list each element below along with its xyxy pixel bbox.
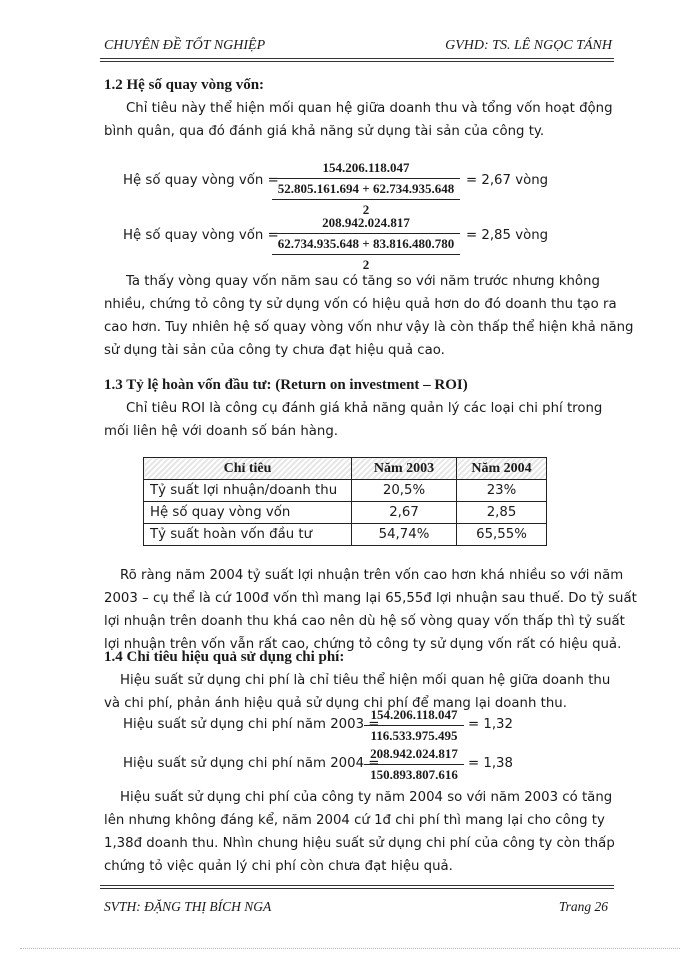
formula1-numerator: 154.206.118.047 [322,160,410,175]
sec14-para2-line2: lên nhưng không đáng kể, năm 2004 cứ 1đ chi phí thì mang lại cho công ty [104,813,605,828]
header-rule-thin [100,61,614,62]
sec14-para1-line1: Hiệu suất sử dụng chi phí là chỉ tiêu thể hiện mối quan hệ giữa doanh thu [120,673,611,688]
sec13-para1-line1: Chỉ tiêu ROI là công cụ đánh giá khả năng quản lý các loại chi phí trong [126,401,603,416]
sec12-formula2-label: Hệ số quay vòng vốn = [123,228,279,243]
fraction-bar [364,725,464,726]
formula2-denominator: 62.734.935.648 + 83.816.480.780 [277,236,455,251]
sec12-para1-line1: Chỉ tiêu này thể hiện mối quan hệ giữa doanh thu và tổng vốn hoạt động [126,101,613,116]
formula4-numerator: 208.942.024.817 [370,746,458,761]
section-1-2-title: 1.2 Hệ số quay vòng vốn: [104,77,265,93]
sec13-para2-line4: lợi nhuận trên vốn vẫn rất cao, chứng tỏ công ty sử dụng vốn rất có hiệu quả. [104,637,622,652]
section-1-4-title: 1.4 Chỉ tiêu hiệu quả sử dụng chi phí: [104,649,345,665]
table-row [144,480,547,502]
table-header-cell: Năm 2003 [352,458,457,480]
sec12-para2-line4: sử dụng tài sản của công ty chưa đạt hiệu quả cao. [104,343,445,358]
table-cell: 54,74% [352,524,457,546]
table-header-cell: Chỉ tiêu [144,458,352,480]
table-header-row [144,458,547,480]
sec14-para2-line3: 1,38đ doanh thu. Nhìn chung hiệu suất sử dụng chi phí của công ty còn thấp [104,836,615,851]
fraction-bar [272,233,460,234]
sec12-formula1-result: = 2,67 vòng [466,173,549,188]
sec12-para2-line1: Ta thấy vòng quay vốn năm sau có tăng so với năm trước nhưng không [126,274,600,289]
footer-rule [100,885,614,886]
sec14-formula1-result: = 1,32 [468,717,513,732]
sec12-formula2-fraction [272,215,460,273]
sec12-formula2-result: = 2,85 vòng [466,228,549,243]
table-row [144,502,547,524]
header-left: CHUYÊN ĐỀ TỐT NGHIỆP [104,38,266,53]
sec14-formula1-fraction [364,707,464,744]
formula3-numerator: 154.206.118.047 [370,707,458,722]
sec12-para1-line2: bình quân, qua đó đánh giá khả năng sử dụng tài sản của công ty. [104,124,545,139]
sec14-formula1-label: Hiệu suất sử dụng chi phí năm 2003 = [123,717,380,732]
sec12-formula1-label: Hệ số quay vòng vốn = [123,173,279,188]
sec12-para2-line3: cao hơn. Tuy nhiên hệ số quay vòng vốn như vậy là còn thấp thể hiện khả năng [104,320,634,335]
table-cell: 2,85 [457,502,547,524]
sec13-para1-line2: mối liên hệ với doanh số bán hàng. [104,424,339,439]
sec13-para2-line3: lợi nhuận trên doanh thu khá cao nên dù hệ số vòng quay vốn thấp thì tỷ suất [104,614,625,629]
formula1-denominator: 52.805.161.694 + 62.734.935.648 [277,181,455,196]
sec12-formula1-fraction [272,160,460,218]
page-number: Trang 26 [558,899,608,914]
footer-left: SVTH: ĐẶNG THỊ BÍCH NGA [104,899,272,914]
formula1-divisor: 2 [362,202,370,217]
sec14-formula2-fraction [364,746,464,783]
table-cell: 20,5% [352,480,457,502]
formula4-denominator: 150.893.807.616 [370,767,458,782]
sec13-para2-line2: 2003 – cụ thể là cứ 100đ vốn thì mang lại 65,55đ lợi nhuận sau thuế. Do tỷ suất [104,591,637,606]
table-row [144,524,547,546]
fraction-bar [272,178,460,179]
page-edge-divider [20,948,680,949]
fraction-bar [272,254,460,255]
table-cell: Tỷ suất hoàn vốn đầu tư [144,524,352,546]
roi-table [143,457,547,546]
sec14-formula2-label: Hiệu suất sử dụng chi phí năm 2004 = [123,756,380,771]
fraction-bar [272,199,460,200]
table-cell: Tỷ suất lợi nhuận/doanh thu [144,480,352,502]
sec14-formula2-result: = 1,38 [468,756,513,771]
sec13-para2-line1: Rõ ràng năm 2004 tỷ suất lợi nhuận trên vốn cao hơn khá nhiều so với năm [120,568,624,583]
fraction-bar [364,764,464,765]
header-right: GVHD: TS. LÊ NGỌC TÁNH [445,38,612,53]
sec14-para2-line1: Hiệu suất sử dụng chi phí của công ty năm 2004 so với năm 2003 có tăng [120,790,613,805]
table-cell: 2,67 [352,502,457,524]
table-cell: Hệ số quay vòng vốn [144,502,352,524]
formula3-denominator: 116.533.975.495 [370,728,458,743]
table-header-cell: Năm 2004 [457,458,547,480]
footer-rule-thin [100,888,614,889]
header-rule [100,58,614,59]
sec14-para1-line2: và chi phí, phản ánh hiệu quả sử dụng chi phí để mang lại doanh thu. [104,696,567,711]
table-cell: 23% [457,480,547,502]
table-cell: 65,55% [457,524,547,546]
sec14-para2-line4: chứng tỏ việc quản lý chi phí còn chưa đạt hiệu quả. [104,859,453,874]
formula2-divisor: 2 [362,257,370,272]
section-1-3-title: 1.3 Tỷ lệ hoàn vốn đầu tư: (Return on investment – ROI) [104,377,468,393]
formula2-numerator: 208.942.024.817 [322,215,410,230]
sec12-para2-line2: nhiều, chứng tỏ công ty sử dụng vốn có hiệu quả hơn do đó doanh thu tạo ra [104,297,617,312]
